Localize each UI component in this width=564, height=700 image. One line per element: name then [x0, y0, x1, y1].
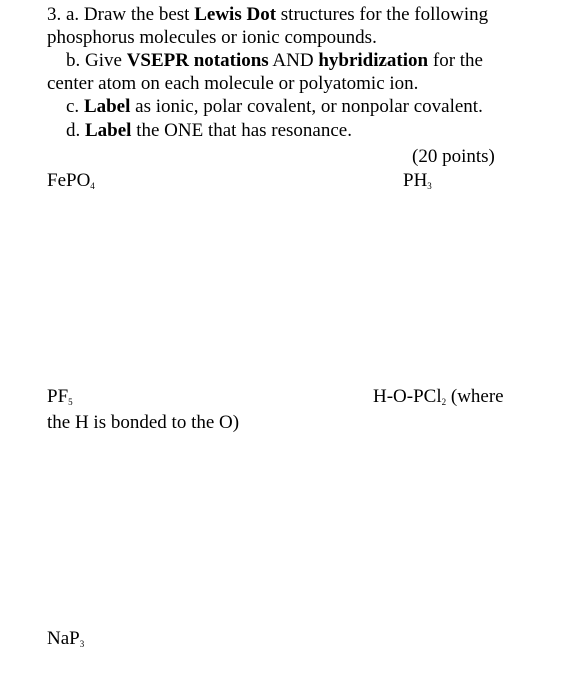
question-line-c: c. Label as ionic, polar covalent, or nonpolar covalent. [66, 96, 483, 117]
pf5-note: the H is bonded to the O) [47, 412, 240, 433]
points-label: (20 points) [412, 146, 495, 167]
compound-pf5: $PF_5$ [47, 386, 73, 407]
question-line-a-cont: phosphorus molecules or ionic compounds. [47, 27, 377, 48]
question-line-b-cont: center atom on each molecule or polyatomic ion. [47, 73, 419, 94]
question-line-a: 3. a. Draw the best Lewis Dot structures for the following [47, 4, 489, 25]
compound-ph3: $PH_3$ [403, 170, 432, 191]
compound-fepo4: FePO$_4$ [47, 170, 95, 191]
compound-nap3: NaP$_3$ [47, 628, 85, 649]
question-line-b: b. Give VSEPR notations AND hybridization for the [66, 50, 483, 71]
compound-hopcl2: H-O-PCl$_2$ (where [373, 386, 504, 407]
question-line-d: d. Label the ONE that has resonance. [66, 120, 352, 141]
